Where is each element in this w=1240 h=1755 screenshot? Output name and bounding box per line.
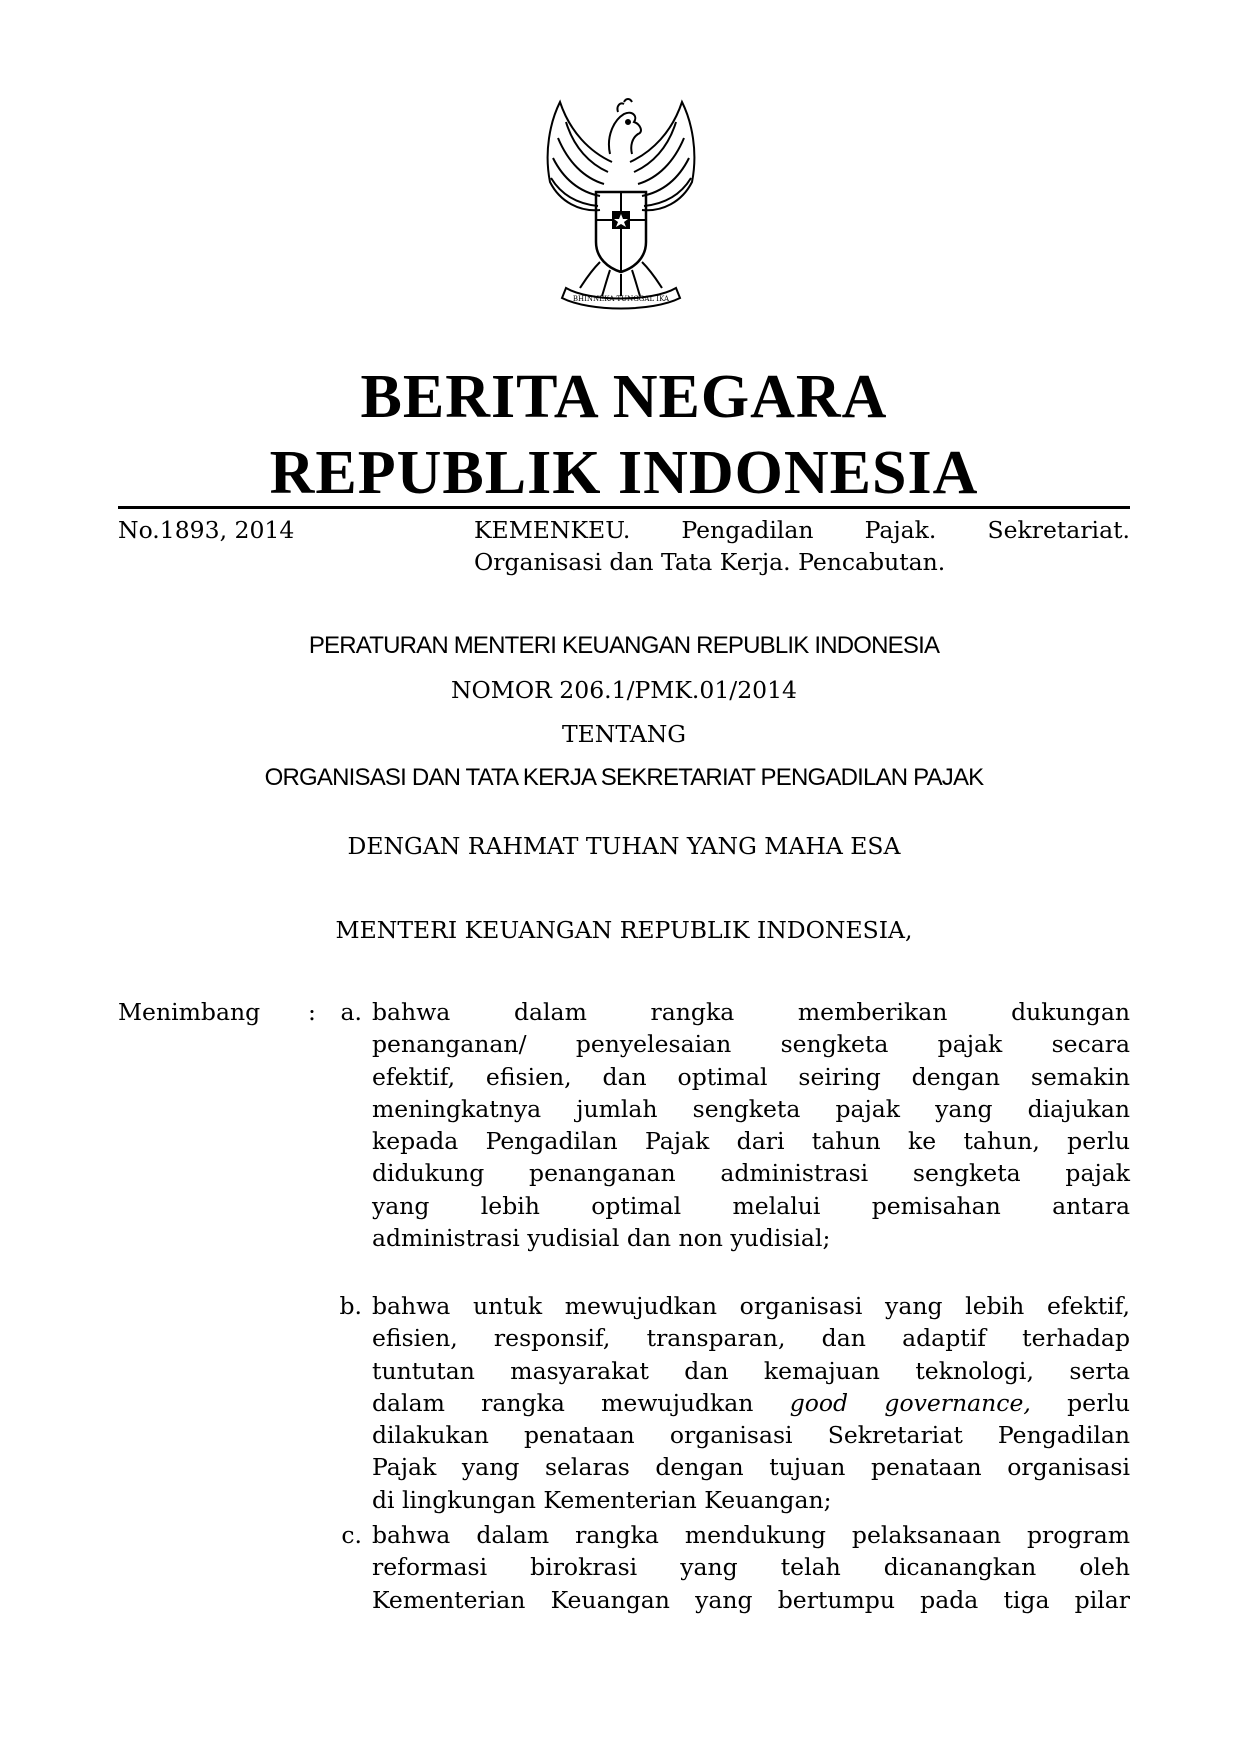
clause-a-line: meningkatnya jumlah sengketa pajak yang diajukan [372, 1094, 1130, 1123]
clause-a-line: penanganan/ penyelesaian sengketa pajak secara [372, 1030, 1130, 1059]
clause-a-line: didukung penanganan administrasi sengketa pajak [372, 1159, 1130, 1188]
clause-b-line: tuntutan masyarakat dan kemajuan teknologi, serta [372, 1356, 1130, 1385]
considerations-label: Menimbang [118, 998, 261, 1026]
clause-a-line: yang lebih optimal melalui pemisahan antara [372, 1191, 1130, 1220]
clause-c-line: Kementerian Keuangan yang bertumpu pada tiga pilar [372, 1585, 1130, 1614]
clause-c-text [372, 1519, 1130, 1616]
clause-b-line4-post: perlu [1067, 1388, 1130, 1417]
clause-c-line: reformasi birokrasi yang telah dicanangkan oleh [372, 1553, 1130, 1582]
clause-b-line-mixed [372, 1387, 1130, 1419]
clause-b-line: di lingkungan Kementerian Keuangan; [372, 1485, 832, 1514]
clause-b-line: bahwa untuk mewujudkan organisasi yang lebih efektif, [372, 1292, 1130, 1320]
gazette-subject-line2: Organisasi dan Tata Kerja. Pencabutan. [474, 548, 946, 576]
clause-a-line: efektif, efisien, dan optimal seiring dengan semakin [372, 1062, 1130, 1091]
regulation-number: NOMOR 206.1/PMK.01/2014 [450, 676, 798, 704]
considerations-colon: : [308, 998, 316, 1026]
clause-b-line4-pre: dalam rangka mewujudkan [372, 1388, 754, 1417]
gazette-subject-line1: KEMENKEU. Pengadilan Pajak. Sekretariat. [474, 516, 1130, 544]
emblem-motto: BHINNEKA TUNGGAL IKA [572, 295, 670, 303]
invocation: DENGAN RAHMAT TUHAN YANG MAHA ESA [347, 832, 901, 860]
gazette-subject [474, 514, 1130, 578]
issuing-authority: MENTERI KEUANGAN REPUBLIK INDONESIA, [335, 916, 913, 944]
gazette-number: No.1893, 2014 [118, 516, 295, 544]
clause-a-line: kepada Pengadilan Pajak dari tahun ke tahun, perlu [372, 1127, 1130, 1156]
clause-c-letter: c. [341, 1521, 362, 1549]
clause-c-line: bahwa dalam rangka mendukung pelaksanaan program [372, 1521, 1130, 1549]
clause-b-text [372, 1290, 1130, 1516]
masthead-divider [118, 506, 1130, 509]
regulation-subject: ORGANISASI DAN TATA KERJA SEKRETARIAT PENGADILAN PAJAK [264, 764, 984, 791]
regulation-about: TENTANG [561, 720, 687, 748]
clause-a-text [372, 996, 1130, 1254]
masthead-title-line2: REPUBLIK INDONESIA [269, 439, 979, 507]
clause-b-letter: b. [339, 1292, 362, 1320]
garuda-emblem-icon [520, 92, 722, 312]
clause-b-line: efisien, responsif, transparan, dan adaptif terhadap [372, 1324, 1130, 1353]
clause-b-line: Pajak yang selaras dengan tujuan penataan organisasi [372, 1453, 1130, 1482]
clause-a-line: administrasi yudisial dan non yudisial; [372, 1224, 831, 1253]
clause-b-line: dilakukan penataan organisasi Sekretariat Pengadilan [372, 1421, 1130, 1450]
clause-a-line: bahwa dalam rangka memberikan dukungan [372, 998, 1130, 1026]
clause-b-italic-term: good governance, [789, 1388, 1031, 1417]
clause-a-letter: a. [340, 998, 362, 1026]
regulation-title: PERATURAN MENTERI KEUANGAN REPUBLIK INDONESIA [308, 632, 940, 659]
masthead-title-line1: BERITA NEGARA [360, 363, 888, 431]
